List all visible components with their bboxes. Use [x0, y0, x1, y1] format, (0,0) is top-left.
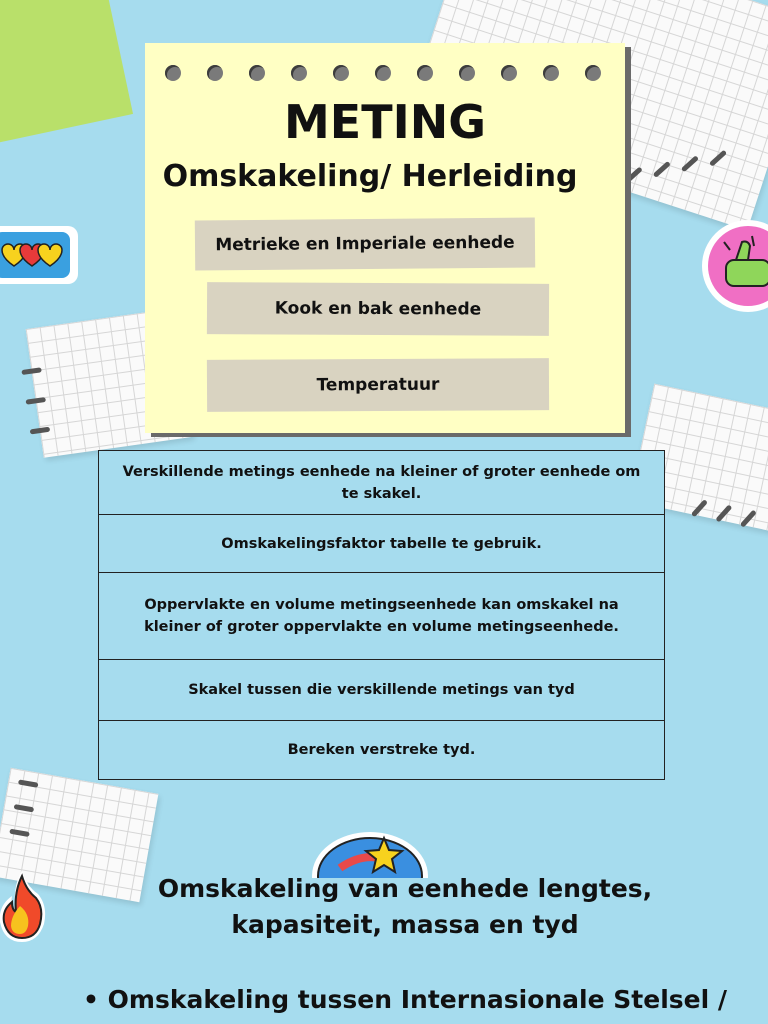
binder-hole-icon [417, 65, 433, 81]
objectives-table [98, 450, 665, 780]
binder-hole-icon [291, 65, 307, 81]
tape-label-metric-imperial: Metrieke en Imperiale eenhede [195, 218, 535, 271]
page-subtitle: Omskakeling/ Herleiding [162, 159, 578, 194]
table-row: Bereken verstreke tyd. [287, 742, 476, 758]
binder-hole-icon [375, 65, 391, 81]
binder-hole-icon [207, 65, 223, 81]
binder-hole-icon [249, 65, 265, 81]
green-paper-decoration [0, 0, 133, 143]
bullet-item: • Omskakeling tussen Internasionale Stelsel / [82, 985, 728, 1014]
table-row: Skakel tussen die verskillende metings van tyd [99, 660, 664, 721]
hearts-sticker-icon [0, 226, 78, 284]
binder-hole-icon [459, 65, 475, 81]
table-row: Oppervlakte en volume metingseenhede kan omskakel na kleiner of groter oppervlakte en volume metingseenhede. [99, 573, 664, 660]
section-heading: Omskakeling van eenhede lengtes, kapasiteit, massa en tyd [157, 874, 653, 939]
tape-label-temperature: Temperatuur [207, 358, 549, 412]
sticky-note-card [145, 43, 625, 433]
binder-hole-icon [333, 65, 349, 81]
star-sticker-icon [310, 818, 430, 878]
fire-sticker-icon [0, 866, 52, 946]
binder-hole-icon [165, 65, 181, 81]
tape-label-cooking-units: Kook en bak eenhede [207, 282, 549, 336]
page-title: METING [284, 95, 486, 149]
table-row: Omskakelingsfaktor tabelle te gebruik. [99, 515, 664, 573]
thumbs-up-sticker-icon [700, 218, 768, 314]
binder-hole-icon [501, 65, 517, 81]
binder-hole-icon [543, 65, 559, 81]
table-row: Verskillende metings eenhede na kleiner of groter eenhede om te skakel. [99, 451, 664, 515]
binder-hole-icon [585, 65, 601, 81]
